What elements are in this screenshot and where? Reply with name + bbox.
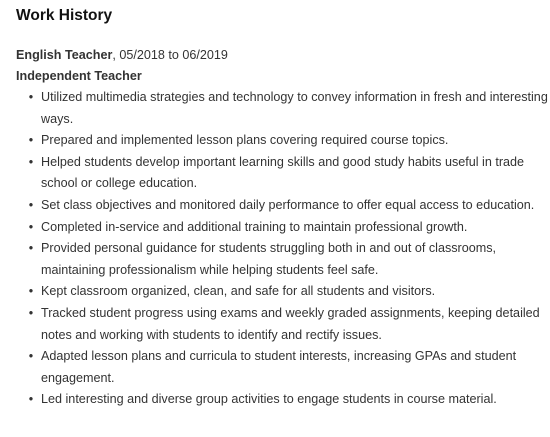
bullet-icon: • — [28, 90, 34, 104]
duty-item — [28, 217, 550, 239]
job-separator: , — [112, 48, 120, 62]
bullet-icon: • — [28, 133, 34, 148]
company-name: Independent Teacher — [16, 69, 142, 83]
job-dates: 05/2018 to 06/2019 — [119, 48, 228, 62]
duty-text: Led interesting and diverse group activities to engage students in course material. — [41, 392, 497, 407]
duty-text: Tracked student progress using exams and weekly graded assignments, keeping detailed notes and working with students to identify and rectify issues. — [41, 305, 540, 342]
duty-text: Helped students develop important learning skills and good study habits useful in trade school or college education. — [41, 154, 525, 191]
duty-item — [28, 281, 550, 303]
job-title: English Teacher — [16, 48, 113, 62]
duty-item — [28, 238, 550, 281]
job-header — [16, 45, 550, 66]
duty-text: Adapted lesson plans and curricula to student interests, increasing GPAs and student engagement. — [41, 349, 517, 385]
duty-item — [28, 303, 550, 346]
duty-item — [28, 346, 550, 389]
bullet-icon: • — [28, 241, 34, 256]
section-title: Work History — [16, 7, 113, 24]
duty-item — [28, 195, 550, 217]
duty-item — [28, 152, 550, 195]
bullet-icon: • — [28, 219, 34, 234]
bullet-icon: • — [28, 154, 34, 169]
duty-text: Set class objectives and monitored daily performance to offer equal access to education. — [41, 197, 535, 212]
bullet-icon: • — [28, 392, 34, 407]
duty-text: Prepared and implemented lesson plans covering required course topics. — [41, 133, 449, 148]
bullet-icon: • — [28, 305, 34, 320]
duty-text: Provided personal guidance for students struggling both in and out of classrooms, maintaining professionalism while helping students feel safe. — [41, 241, 497, 277]
duty-item — [28, 87, 550, 130]
duty-text: Completed in-service and additional training to maintain professional growth. — [41, 219, 468, 234]
duty-text: Utilized multimedia strategies and technology to convey information in fresh and interesting ways. — [41, 90, 548, 126]
duties-list — [16, 87, 550, 411]
duty-item — [28, 389, 550, 411]
bullet-icon: • — [28, 197, 34, 212]
duty-text: Kept classroom organized, clean, and safe for all students and visitors. — [41, 284, 436, 299]
bullet-icon: • — [28, 284, 34, 299]
duty-item — [28, 130, 550, 152]
bullet-icon: • — [28, 349, 34, 364]
